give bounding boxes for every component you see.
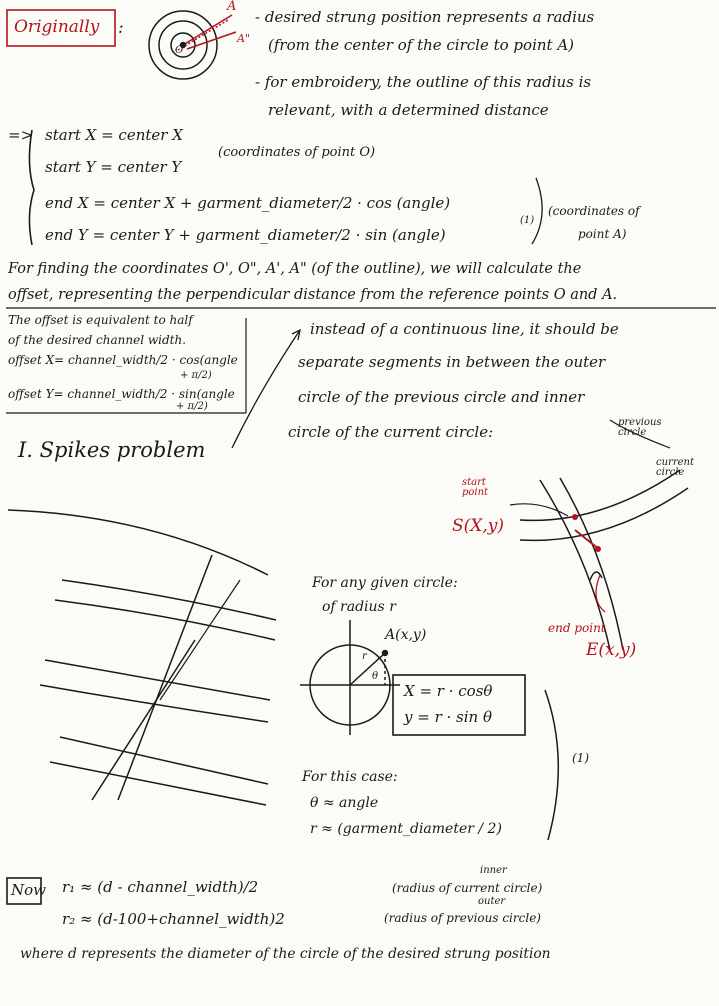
- intersection-diagram: [510, 417, 688, 650]
- point-a-label: A: [227, 0, 237, 14]
- right-note-line-1: instead of a continuous line, it should be: [310, 320, 619, 338]
- circle-mark-1: (1): [572, 751, 589, 765]
- previous-circle-label: previous circle: [618, 417, 662, 438]
- start-point-label: start point: [462, 477, 489, 498]
- circle-section-title: For any given circle:: [312, 575, 458, 591]
- right-note-line-4: circle of the current circle:: [288, 423, 494, 441]
- originally-label: Originally: [14, 17, 100, 37]
- point-o-label: O: [175, 45, 184, 56]
- coord-a-note-1: (coordinates of: [548, 204, 640, 218]
- r1-note: (radius of current circle): [392, 881, 543, 895]
- start-point-coord: S(X,y): [452, 516, 505, 536]
- circle-section-subtitle: of radius r: [322, 599, 396, 615]
- eq-y-sin: y = r · sin θ: [404, 708, 493, 726]
- spikes-title: I. Spikes problem: [18, 438, 206, 462]
- equations-brace: [29, 130, 34, 245]
- theta-approx: θ ≈ angle: [310, 795, 379, 811]
- intro-line-3: - for embroidery, the outline of this radius is: [255, 73, 592, 91]
- spikes-diagram: [8, 510, 276, 805]
- coord-a-note-2: point A): [578, 227, 627, 241]
- end-x-eq: end X = center X + garment_diameter/2 · cos (angle): [45, 194, 451, 212]
- where-d-note: where d represents the diameter of the circle of the desired strung position: [20, 946, 551, 962]
- right-note-line-3: circle of the previous circle and inner: [298, 388, 585, 406]
- current-circle-label: current circle: [656, 457, 694, 478]
- start-x-eq: start X = center X: [45, 126, 183, 144]
- now-label: Now: [11, 881, 46, 899]
- this-case-label: For this case:: [302, 769, 398, 785]
- eq-mark-1: (1): [520, 215, 535, 226]
- originally-colon: :: [118, 18, 124, 38]
- r2-formula: r₂ ≈ (d-100+channel_width)2: [62, 910, 285, 928]
- offset-x-eq: offset X= channel_width/2 · cos(angle: [8, 353, 238, 367]
- offset-y-eq: offset Y= channel_width/2 · sin(angle: [8, 387, 235, 401]
- end-point-coord: E(x,y): [586, 640, 637, 660]
- intro-line-2: (from the center of the circle to point A): [268, 36, 575, 54]
- point-a2-label: A": [237, 32, 251, 45]
- start-y-eq: start Y = center Y: [45, 158, 182, 176]
- end-point-label: end point: [548, 621, 606, 635]
- intro-line-1: - desired strung position represents a radius: [255, 8, 595, 26]
- r1-formula: r₁ ≈ (d - channel_width)/2: [62, 878, 259, 896]
- point-a-coord: A(x,y): [385, 627, 427, 643]
- concentric-circles-diagram: [149, 11, 236, 79]
- radius-approx: r ≈ (garment_diameter / 2): [310, 821, 502, 837]
- left-note-line-1: The offset is equivalent to half: [8, 313, 193, 327]
- r1-note-sup: inner: [480, 865, 507, 876]
- intro-line-4: relevant, with a determined distance: [268, 101, 549, 119]
- eq-x-cos: X = r · cosθ: [404, 682, 493, 700]
- radius-label: r: [362, 651, 367, 662]
- offset-line-1: For finding the coordinates O', O", A', A" (of the outline), we will calculate the: [8, 261, 582, 277]
- implies-arrow: =>: [8, 126, 34, 144]
- offset-x-eq-cont: + π/2): [180, 370, 212, 381]
- r2-note: (radius of previous circle): [384, 911, 541, 925]
- end-y-eq: end Y = center Y + garment_diameter/2 · sin (angle): [45, 226, 446, 244]
- offset-line-2: offset, representing the perpendicular distance from the reference points O and A.: [8, 287, 618, 303]
- theta-label: θ: [372, 671, 379, 682]
- offset-y-eq-cont: + π/2): [176, 401, 208, 412]
- left-note-line-2: of the desired channel width.: [8, 333, 187, 347]
- coord-o-note: (coordinates of point O): [218, 145, 376, 160]
- r2-note-sup: outer: [478, 896, 506, 907]
- right-note-line-2: separate segments in between the outer: [298, 353, 606, 371]
